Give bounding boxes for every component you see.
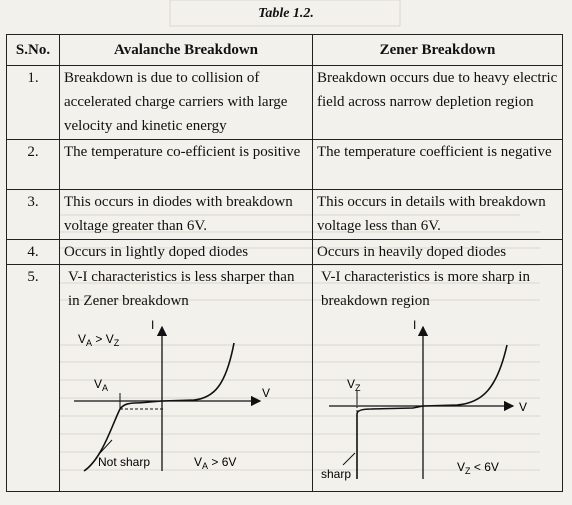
current-axis-label: I <box>413 318 417 332</box>
avalanche-cell <box>60 265 313 492</box>
zener-cell <box>313 265 563 492</box>
voltage-axis-label: V <box>262 386 271 400</box>
table-row <box>7 190 563 240</box>
sharp-label: sharp <box>321 467 352 481</box>
avalanche-vi-text: V-I characteristics is less sharper than in Zener breakdown <box>68 269 295 309</box>
column-header-sno: S.No. <box>7 35 60 66</box>
column-header-avalanche: Avalanche Breakdown <box>60 35 313 66</box>
zener-cell: This occurs in details with breakdown voltage less than 6V. <box>313 190 563 240</box>
breakdown-voltage-condition: $V_A > 6V$ <box>194 455 237 471</box>
zener-vi-text: V-I characteristics is more sharp in breakdown region <box>321 269 530 309</box>
vz-label: $V_Z$ <box>347 377 361 393</box>
row-number: 2. <box>7 140 60 190</box>
zener-vi-graph <box>317 313 563 483</box>
avalanche-cell: The temperature co-efficient is positive <box>60 140 313 190</box>
row-number: 1. <box>7 66 60 140</box>
table-row <box>7 66 563 140</box>
avalanche-cell: Occurs in lightly doped diodes <box>60 240 313 265</box>
condition-label: $V_A > V_Z$ <box>78 332 120 348</box>
current-axis-label: I <box>151 318 155 332</box>
avalanche-cell: This occurs in diodes with breakdown voltage greater than 6V. <box>60 190 313 240</box>
table-header-row <box>7 35 563 66</box>
breakdown-voltage-condition: $V_Z < 6V$ <box>457 460 499 476</box>
table-row <box>7 140 563 190</box>
va-label: $V_A$ <box>94 377 109 393</box>
zener-cell: The temperature coefficient is negative <box>313 140 563 190</box>
comparison-table <box>6 34 563 492</box>
row-number: 4. <box>7 240 60 265</box>
avalanche-vi-graph <box>64 313 314 483</box>
avalanche-cell: Breakdown is due to collision of accelerated charge carriers with large velocity and kinetic energy <box>60 66 313 140</box>
zener-cell: Occurs in heavily doped diodes <box>313 240 563 265</box>
not-sharp-label: Not sharp <box>98 455 151 469</box>
table-caption: Table 1.2. <box>258 6 314 21</box>
table-row <box>7 265 563 492</box>
table-row <box>7 240 563 265</box>
column-header-zener: Zener Breakdown <box>313 35 563 66</box>
row-number: 5. <box>7 265 60 492</box>
voltage-axis-label: V <box>519 400 528 414</box>
avalanche-vi-curve <box>84 343 237 471</box>
row-number: 3. <box>7 190 60 240</box>
zener-vi-curve <box>357 345 507 479</box>
zener-cell: Breakdown occurs due to heavy electric field across narrow depletion region <box>313 66 563 140</box>
note-pointer <box>343 453 355 465</box>
